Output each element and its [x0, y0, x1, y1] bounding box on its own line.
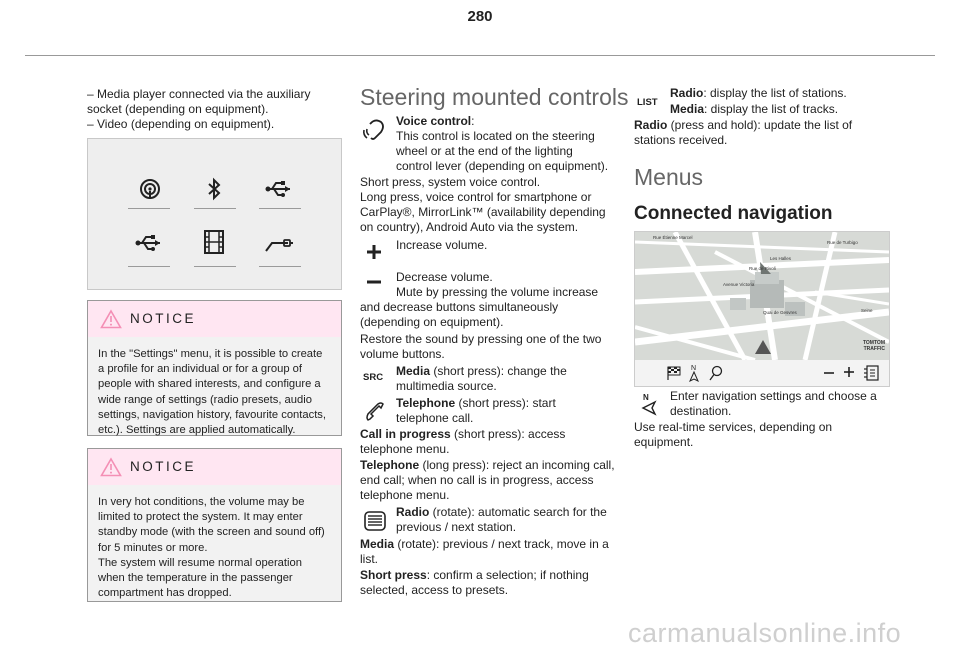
radio-hold-text	[634, 118, 892, 148]
map-street-label: Rue de Rivoli	[749, 266, 776, 271]
media-rotate-description: (rotate): previous / next track, move in a list.	[360, 537, 609, 567]
aux-icon	[138, 177, 162, 201]
decrease-volume-title: Decrease volume.	[396, 270, 493, 284]
intro-text	[87, 87, 337, 133]
section-title-steering-controls: Steering mounted controls	[360, 84, 629, 110]
divider	[128, 208, 170, 209]
media-rotate-text	[360, 537, 618, 567]
map-street-label: Quai de Gesvres	[763, 310, 797, 315]
voice-control-label: Voice control	[396, 114, 472, 128]
traffic-label: TOMTOM TRAFFIC	[862, 340, 885, 352]
telephone-long-description: (long press): reject an incoming call, end call; when no call is in progress, access telephone menu.	[360, 458, 615, 503]
page-number: 280	[467, 8, 493, 25]
radio-list-text	[670, 86, 885, 101]
radio-label: Radio	[396, 505, 430, 519]
bluetooth-icon	[204, 177, 224, 201]
notice-header	[88, 449, 341, 485]
divider	[128, 266, 170, 267]
media-label: Media	[396, 364, 431, 378]
media-list-label: Media	[670, 102, 705, 116]
auxiliary-cable-icon	[264, 235, 294, 253]
telephone-icon	[364, 400, 386, 422]
telephone-long-label: Telephone	[360, 458, 420, 472]
watermark: carmanualsonline.info	[628, 618, 902, 648]
voice-control-line-1	[396, 129, 611, 175]
section-title-menus: Menus	[634, 164, 704, 190]
radio-list-description: : display the list of stations.	[703, 86, 847, 100]
list-icon: LIST	[637, 97, 658, 108]
map-street-label: Les Halles	[770, 256, 792, 261]
flag-icon[interactable]	[667, 366, 681, 380]
short-press-label: Short press	[360, 568, 427, 582]
notice-paragraph: In very hot conditions, the volume may be limited to protect the system. It may enter standby mode (with the screen and sound off) for 5 minutes or more.	[98, 496, 325, 554]
compass-letter: N	[691, 365, 697, 372]
map-street-label: Avenue Victoria	[723, 282, 755, 287]
map-street-label: Seine	[861, 308, 873, 313]
media-short-press-text	[396, 364, 611, 394]
increase-volume-text: Increase volume.	[396, 238, 488, 252]
short-press-description: : confirm a selection; if nothing selected, access to presets.	[360, 568, 589, 598]
thumbwheel-icon	[363, 510, 387, 532]
notice-label: NOTICE	[130, 459, 197, 474]
divider	[194, 208, 236, 209]
divider	[259, 266, 301, 267]
voice-control-heading	[396, 114, 611, 129]
short-press-text	[360, 568, 618, 598]
mute-text: Mute by pressing the volume increase and decrease buttons simultaneously (depending on equipment).	[360, 285, 599, 330]
usb-icon	[134, 233, 164, 253]
navigation-settings-text: Enter navigation settings and choose a destination.	[670, 389, 877, 419]
map-toolbar	[635, 360, 889, 386]
call-in-progress-label: Call in progress	[360, 427, 451, 441]
search-icon[interactable]	[709, 365, 723, 381]
notice-paragraph: The system will resume normal operation when the temperature in the passenger compartment has dropped.	[98, 556, 302, 600]
voice-control-colon: :	[471, 114, 475, 128]
notice-box-temperature	[87, 448, 342, 602]
notice-label: NOTICE	[130, 311, 197, 326]
zoom-in-icon[interactable]	[843, 366, 855, 378]
header-divider	[25, 55, 935, 56]
divider	[259, 208, 301, 209]
real-time-services-text: Use real-time services, depending on equipment.	[634, 420, 833, 450]
src-icon: SRC	[363, 372, 384, 383]
notice-text	[88, 485, 341, 609]
nav-compass-letter: N	[643, 393, 649, 402]
zoom-out-icon[interactable]	[823, 368, 835, 378]
map-options-icon[interactable]	[863, 365, 879, 381]
intro-line: – Media player connected via the auxiliary socket (depending on equipment).	[87, 87, 311, 117]
usb-icon	[264, 179, 294, 199]
notice-text: In the "Settings" menu, it is possible to create a profile for an individual or for a group of people with shared interests, and configure a wide range of settings (radio presets, audio settings, navigation history, favourite contacts, etc.). Settings are applied automatically.	[98, 348, 327, 437]
media-list-description: : display the list of tracks.	[704, 102, 839, 116]
map-street-label: Rue de Turbigo	[827, 240, 858, 245]
radio-hold-label: Radio	[634, 118, 668, 132]
media-list-text	[670, 102, 885, 117]
media-description: (short press): change the multimedia source.	[396, 364, 567, 394]
telephone-short-press-text	[396, 396, 611, 426]
voice-control-short-press: Short press, system voice control.	[360, 175, 541, 189]
media-rotate-label: Media	[360, 537, 395, 551]
notice-box-profiles	[87, 300, 342, 436]
call-in-progress-text	[360, 427, 618, 457]
voice-control-description: This control is located on the steering wheel or at the end of the lighting control lever (depending on equipment).	[396, 129, 609, 174]
restore-sound-text: Restore the sound by pressing one of the two volume buttons.	[360, 332, 602, 362]
divider	[194, 266, 236, 267]
telephone-long-press-text	[360, 458, 618, 504]
map-street-label: Rue Étienne Marcel	[653, 235, 693, 240]
telephone-label: Telephone	[396, 396, 456, 410]
warning-icon	[100, 457, 122, 482]
navigation-map-screenshot	[634, 231, 890, 387]
navigation-icon	[640, 392, 658, 416]
radio-rotate-text	[396, 505, 611, 535]
video-icon	[202, 229, 226, 255]
warning-icon	[100, 309, 122, 334]
radio-rotate-description: (rotate): automatic search for the previous / next station.	[396, 505, 607, 535]
intro-line: – Video (depending on equipment).	[87, 117, 275, 132]
radio-list-label: Radio	[670, 86, 704, 100]
voice-control-long-press: Long press, voice control for smartphone or CarPlay®, MirrorLink™ (availability depending on country), Android Auto via the system.	[360, 190, 606, 235]
voice-control-icon	[361, 116, 389, 144]
call-in-progress-description: (short press): access telephone menu.	[360, 427, 566, 457]
plus-icon	[365, 243, 383, 261]
radio-hold-description: (press and hold): update the list of stations received.	[634, 118, 853, 148]
section-title-connected-navigation: Connected navigation	[634, 203, 833, 224]
notice-header	[88, 301, 341, 337]
compass-icon[interactable]	[689, 363, 699, 383]
telephone-description: (short press): start telephone call.	[396, 396, 556, 426]
media-sources-panel	[87, 138, 342, 290]
